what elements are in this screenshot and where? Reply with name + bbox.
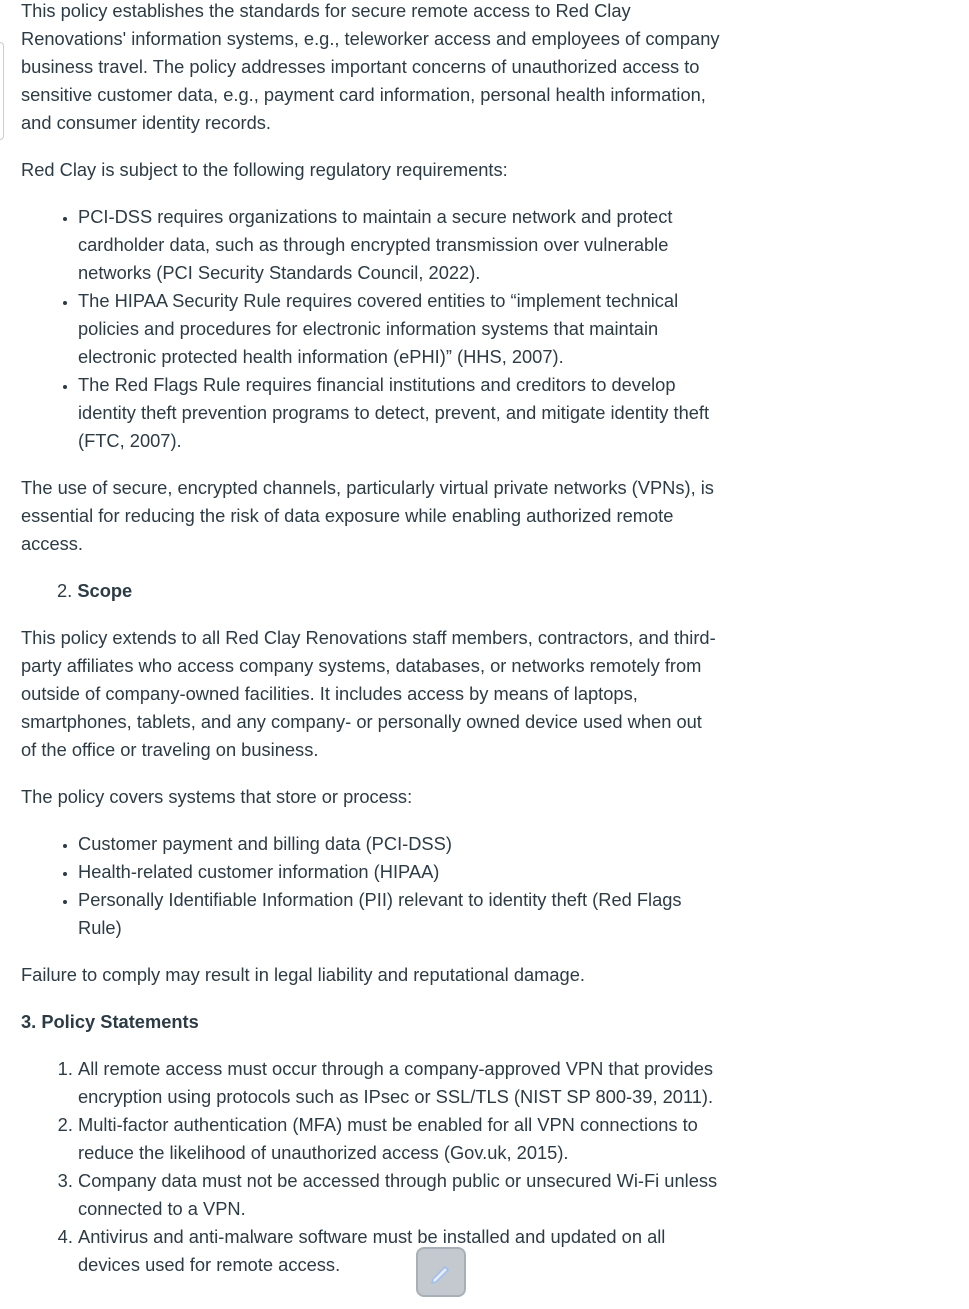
- edit-button[interactable]: [416, 1247, 466, 1297]
- list-item: • The Red Flags Rule requires financial institutions and creditors to develop identity theft prevention programs to detect, prevent, and mitigate identity theft (FTC, 2007).: [78, 371, 721, 455]
- list-item: 1. All remote access must occur through a company-approved VPN that provides encryption using protocols such as IPsec or SSL/TLS (NIST SP 800-39, 2011).: [78, 1055, 721, 1111]
- list-item: • Personally Identifiable Information (PII) relevant to identity theft (Red Flags Rule): [78, 886, 721, 942]
- policy-statements-list: [21, 1055, 721, 1279]
- scope-heading: [21, 577, 721, 605]
- list-item: • PCI-DSS requires organizations to maintain a secure network and protect cardholder data, such as through encrypted transmission over vulnerable networks (PCI Security Standards Council, 2022).: [78, 203, 721, 287]
- scope-title: Scope: [77, 580, 133, 601]
- systems-list: [21, 830, 721, 942]
- list-item: • Customer payment and billing data (PCI-DSS): [78, 830, 721, 858]
- intro-paragraph: This policy establishes the standards for secure remote access to Red Clay Renovations' information systems, e.g., teleworker access and employees of company business travel. The policy addresses important concerns of unauthorized access to sensitive customer data, e.g., payment card information, personal health information, and consumer identity records.: [21, 0, 720, 133]
- vpn-paragraph: The use of secure, encrypted channels, particularly virtual private networks (VPNs), is essential for reducing the risk of data exposure while enabling authorized remote access.: [21, 477, 714, 554]
- side-panel-tab[interactable]: [0, 42, 4, 140]
- systems-intro: The policy covers systems that store or process:: [21, 786, 413, 807]
- list-item: 3. Company data must not be accessed through public or unsecured Wi-Fi unless connected to a VPN.: [78, 1167, 721, 1223]
- scope-number: 2.: [57, 580, 73, 601]
- list-item: • Health-related customer information (HIPAA): [78, 858, 721, 886]
- document-body: [21, 0, 721, 1298]
- requirements-intro: Red Clay is subject to the following regulatory requirements:: [21, 159, 508, 180]
- policy-statements-heading: 3. Policy Statements: [21, 1011, 199, 1032]
- list-item: 2. Multi-factor authentication (MFA) must be enabled for all VPN connections to reduce the likelihood of unauthorized access (Gov.uk, 2015).: [78, 1111, 721, 1167]
- requirements-list: [21, 203, 721, 455]
- scope-paragraph: This policy extends to all Red Clay Renovations staff members, contractors, and third-party affiliates who access company systems, databases, or networks remotely from outside of company-owned facilities. It includes access by means of laptops, smartphones, tablets, and any company- or personally owned device used when out of the office or traveling on business.: [21, 627, 716, 760]
- list-item: 4. Antivirus and anti-malware software must be installed and updated on all devices used for remote access.: [78, 1223, 721, 1279]
- list-item: • The HIPAA Security Rule requires covered entities to “implement technical policies and procedures for electronic information systems that maintain electronic protected health information (ePHI)” (HHS, 2007).: [78, 287, 721, 371]
- compliance-paragraph: Failure to comply may result in legal liability and reputational damage.: [21, 964, 585, 985]
- pencil-icon: [428, 1259, 454, 1285]
